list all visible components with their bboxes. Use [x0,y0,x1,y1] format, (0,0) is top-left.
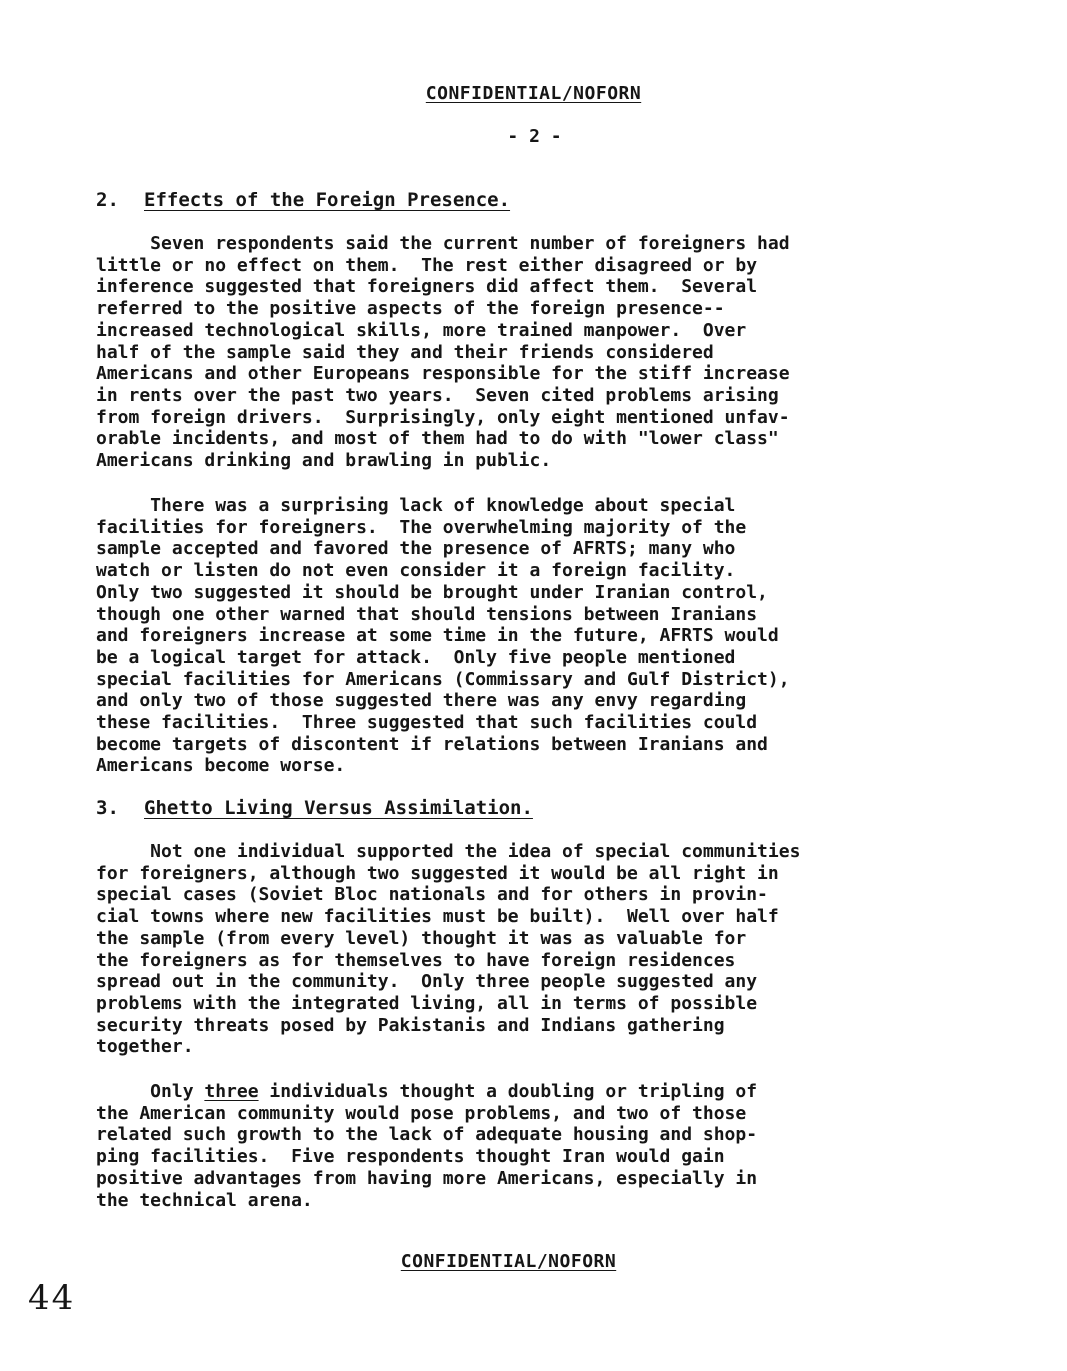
paragraph-ghetto-2 [96,1081,926,1211]
section-title: Ghetto Living Versus Assimilation. [144,797,533,819]
section-number: 3. [96,797,119,819]
classification-header [0,83,1067,104]
classification-footer [0,1251,1042,1272]
section-number: 2. [96,189,119,211]
paragraph-effects-2: There was a surprising lack of knowledge about special facilities for foreigners. The overwhelming majority of the sample accepted and favored the presence of AFRTS; many who watch or listen do not even consider it a foreign facility. Only two suggested it should be brought under Iranian control, though one other warned that should tensions between Iranians and foreigners increase at some time in the future, AFRTS would be a logical target for attack. Only five people mentioned special facilities for Americans (Commissary and Gulf District), and only two of those suggested there was any envy regarding these facilities. Three suggested that such facilities could become targets of discontent if relations between Iranians and Americans become worse. [96,495,790,777]
paragraph-effects-1: Seven respondents said the current number of foreigners had little or no effect on them. The rest either disagreed or by inference suggested that foreigners did affect them. Several referred to the positive aspects of the foreign presence-- increased technological skills, more trained manpower. Over half of the sample said they and their friends considered Americans and other Europeans responsible for the stiff increase in rents over the past two years. Seven cited problems arising from foreign drivers. Surprisingly, only eight mentioned unfav- orable incidents, and most of them had to do with "lower class" Americans drinking and brawling in public. [96,233,790,472]
classification-header-text: CONFIDENTIAL/NOFORN [425,83,642,104]
underlined-word: three [204,1081,259,1102]
section-heading-3 [96,797,533,819]
section-title: Effects of the Foreign Presence. [144,189,511,211]
paragraph-text-before: Only [96,1081,205,1102]
page-number: - 2 - [507,126,562,147]
paragraph-ghetto-1: Not one individual supported the idea of special communities for foreigners, although two suggested it would be all right in special cases (Soviet Bloc nationals and for others in provin- cial towns where new facilities must be built). Well over half the sample (from every level) thought it was as valuable for the foreigners as for themselves to have foreign residences spread out in the community. Only three people suggested any problems with the integrated living, all in terms of possible security threats posed by Pakistanis and Indians gathering together. [96,841,801,1058]
folio-number: 44 [28,1278,76,1318]
section-heading-2 [96,189,510,211]
classification-footer-text: CONFIDENTIAL/NOFORN [400,1251,617,1272]
paragraph-text-after: individuals thought a doubling or tripling of the American community would pose problems, and two of those related such growth to the lack of adequate housing and shop- ping facilities. Five respondents thought Iran would gain positive advantages from having more Americans, especially in the technical arena. [96,1081,758,1211]
